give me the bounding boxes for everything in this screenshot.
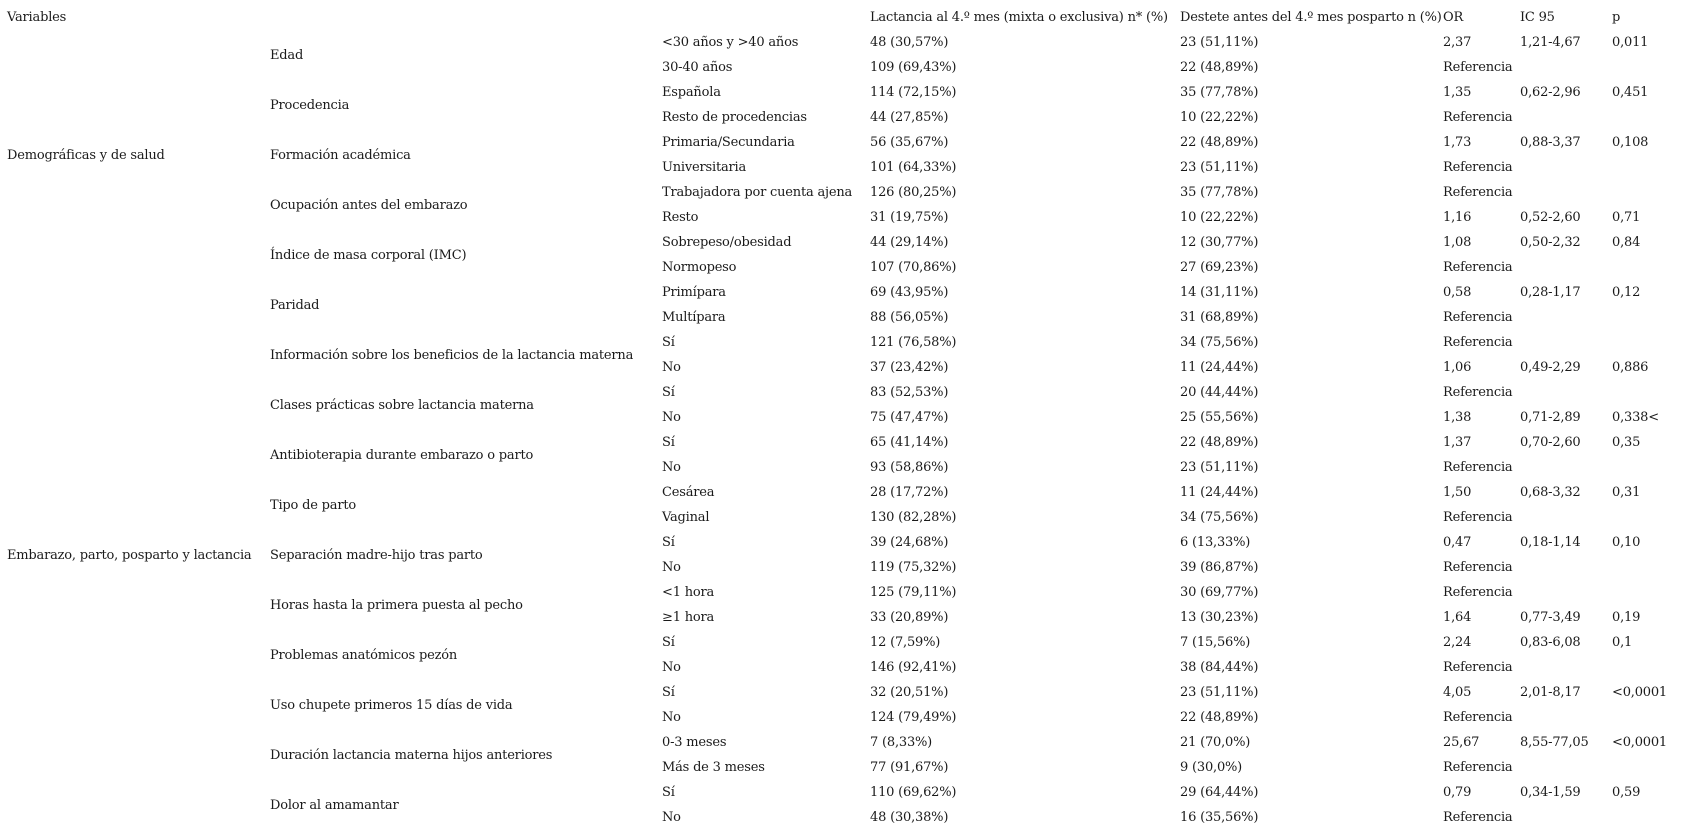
category-cell: Sí (662, 335, 675, 350)
category-cell: Vaginal (662, 510, 710, 525)
table-row (0, 30, 1686, 55)
category-cell: Sí (662, 635, 675, 650)
ic95-cell (1520, 705, 1612, 730)
destete-cell: 30 (69,77%) (1180, 585, 1259, 600)
p-cell (1612, 805, 1686, 830)
or-cell: 1,16 (1443, 210, 1472, 225)
p-cell: 0,84 (1612, 235, 1641, 250)
results-table (0, 4, 1686, 830)
or-cell: 25,67 (1443, 735, 1480, 750)
destete-cell: 22 (48,89%) (1180, 435, 1259, 450)
variable-label: Edad (270, 47, 304, 63)
category-cell: No (662, 810, 681, 825)
p-cell: 0,59 (1612, 785, 1641, 800)
destete-cell: 22 (48,89%) (1180, 135, 1259, 150)
ic95-cell: 0,68-3,32 (1520, 485, 1581, 500)
destete-cell: 23 (51,11%) (1180, 460, 1259, 475)
destete-cell: 11 (24,44%) (1180, 485, 1259, 500)
destete-cell: 10 (22,22%) (1180, 210, 1259, 225)
p-cell (1612, 330, 1686, 355)
header-lactancia: Lactancia al 4.º mes (mixta o exclusiva) n* (%) (870, 9, 1168, 25)
ic95-cell (1520, 580, 1612, 605)
or-cell: Referencia (1443, 710, 1513, 725)
p-cell: 0,338< (1612, 410, 1659, 425)
category-cell: Primípara (662, 285, 726, 300)
destete-cell: 31 (68,89%) (1180, 310, 1259, 325)
category-cell: Sí (662, 385, 675, 400)
table-row (0, 280, 1686, 305)
lactancia-cell: 75 (47,47%) (870, 410, 949, 425)
or-cell: 1,06 (1443, 360, 1472, 375)
lactancia-cell: 124 (79,49%) (870, 710, 957, 725)
destete-cell: 23 (51,11%) (1180, 685, 1259, 700)
ic95-cell: 0,83-6,08 (1520, 635, 1581, 650)
destete-cell: 14 (31,11%) (1180, 285, 1259, 300)
category-cell: Sobrepeso/obesidad (662, 235, 792, 250)
header-p: p (1612, 9, 1621, 25)
lactancia-cell: 65 (41,14%) (870, 435, 949, 450)
lactancia-cell: 121 (76,58%) (870, 335, 957, 350)
p-cell (1612, 105, 1686, 130)
p-cell: 0,31 (1612, 485, 1641, 500)
variable-label: Tipo de parto (270, 497, 356, 513)
or-cell: Referencia (1443, 110, 1513, 125)
category-cell: Española (662, 85, 721, 100)
category-cell: No (662, 660, 681, 675)
lactancia-cell: 32 (20,51%) (870, 685, 949, 700)
destete-cell: 35 (77,78%) (1180, 85, 1259, 100)
p-cell (1612, 655, 1686, 680)
ic95-cell (1520, 155, 1612, 180)
p-cell: 0,19 (1612, 610, 1641, 625)
lactancia-cell: 110 (69,62%) (870, 785, 957, 800)
destete-cell: 9 (30,0%) (1180, 760, 1243, 775)
p-cell: 0,71 (1612, 210, 1641, 225)
or-cell: Referencia (1443, 510, 1513, 525)
lactancia-cell: 83 (52,53%) (870, 385, 949, 400)
destete-cell: 16 (35,56%) (1180, 810, 1259, 825)
destete-cell: 20 (44,44%) (1180, 385, 1259, 400)
p-cell (1612, 155, 1686, 180)
category-cell: <30 años y >40 años (662, 35, 799, 50)
p-cell: 0,886 (1612, 360, 1649, 375)
category-cell: Sí (662, 685, 675, 700)
destete-cell: 22 (48,89%) (1180, 710, 1259, 725)
variable-label: Separación madre-hijo tras parto (270, 547, 483, 563)
category-cell: No (662, 410, 681, 425)
variable-label: Horas hasta la primera puesta al pecho (270, 597, 523, 613)
or-cell: Referencia (1443, 460, 1513, 475)
lactancia-cell: 7 (8,33%) (870, 735, 933, 750)
or-cell: Referencia (1443, 810, 1513, 825)
ic95-cell: 2,01-8,17 (1520, 685, 1581, 700)
ic95-cell: 0,18-1,14 (1520, 535, 1581, 550)
destete-cell: 6 (13,33%) (1180, 535, 1251, 550)
variable-label: Índice de masa corporal (IMC) (270, 247, 467, 263)
or-cell: 0,47 (1443, 535, 1472, 550)
destete-cell: 34 (75,56%) (1180, 510, 1259, 525)
variable-label: Uso chupete primeros 15 días de vida (270, 697, 513, 713)
p-cell (1612, 180, 1686, 205)
variable-label: Dolor al amamantar (270, 797, 399, 813)
ic95-cell: 0,34-1,59 (1520, 785, 1581, 800)
lactancia-cell: 37 (23,42%) (870, 360, 949, 375)
lactancia-cell: 101 (64,33%) (870, 160, 957, 175)
or-cell: 0,58 (1443, 285, 1472, 300)
category-cell: <1 hora (662, 585, 715, 600)
category-cell: ≥1 hora (662, 610, 715, 625)
lactancia-cell: 107 (70,86%) (870, 260, 957, 275)
lactancia-cell: 126 (80,25%) (870, 185, 957, 200)
ic95-cell (1520, 655, 1612, 680)
ic95-cell (1520, 55, 1612, 80)
or-cell: 1,73 (1443, 135, 1472, 150)
header-variables: Variables (7, 9, 67, 25)
ic95-cell (1520, 305, 1612, 330)
variable-label: Problemas anatómicos pezón (270, 647, 458, 663)
category-cell: Sí (662, 785, 675, 800)
group-label: Embarazo, parto, posparto y lactancia (7, 547, 252, 563)
destete-cell: 23 (51,11%) (1180, 35, 1259, 50)
or-cell: 1,50 (1443, 485, 1472, 500)
lactancia-cell: 48 (30,57%) (870, 35, 949, 50)
lactancia-cell: 125 (79,11%) (870, 585, 957, 600)
category-cell: Trabajadora por cuenta ajena (662, 185, 853, 200)
destete-cell: 21 (70,0%) (1180, 735, 1251, 750)
category-cell: Cesárea (662, 485, 715, 500)
lactancia-cell: 12 (7,59%) (870, 635, 941, 650)
or-cell: Referencia (1443, 260, 1513, 275)
lactancia-cell: 39 (24,68%) (870, 535, 949, 550)
ic95-cell (1520, 380, 1612, 405)
category-cell: Multípara (662, 310, 726, 325)
header-category (662, 4, 870, 30)
or-cell: Referencia (1443, 560, 1513, 575)
category-cell: Primaria/Secundaria (662, 135, 795, 150)
p-cell (1612, 580, 1686, 605)
or-cell: Referencia (1443, 660, 1513, 675)
destete-cell: 35 (77,78%) (1180, 185, 1259, 200)
destete-cell: 10 (22,22%) (1180, 110, 1259, 125)
category-cell: Sí (662, 435, 675, 450)
ic95-cell (1520, 755, 1612, 780)
ic95-cell: 0,77-3,49 (1520, 610, 1581, 625)
lactancia-cell: 56 (35,67%) (870, 135, 949, 150)
lactancia-cell: 28 (17,72%) (870, 485, 949, 500)
header-destete: Destete antes del 4.º mes posparto n (%) (1180, 9, 1442, 25)
ic95-cell: 0,71-2,89 (1520, 410, 1581, 425)
category-cell: 30-40 años (662, 60, 733, 75)
ic95-cell: 0,70-2,60 (1520, 435, 1581, 450)
p-cell: <0,0001 (1612, 685, 1667, 700)
ic95-cell: 1,21-4,67 (1520, 35, 1581, 50)
or-cell: 2,24 (1443, 635, 1472, 650)
p-cell: 0,108 (1612, 135, 1649, 150)
lactancia-cell: 31 (19,75%) (870, 210, 949, 225)
ic95-cell: 0,28-1,17 (1520, 285, 1581, 300)
p-cell: 0,451 (1612, 85, 1649, 100)
ic95-cell (1520, 555, 1612, 580)
or-cell: Referencia (1443, 385, 1513, 400)
ic95-cell: 0,88-3,37 (1520, 135, 1581, 150)
or-cell: 0,79 (1443, 785, 1472, 800)
lactancia-cell: 77 (91,67%) (870, 760, 949, 775)
or-cell: Referencia (1443, 185, 1513, 200)
or-cell: Referencia (1443, 335, 1513, 350)
p-cell (1612, 705, 1686, 730)
p-cell: <0,0001 (1612, 735, 1667, 750)
ic95-cell: 0,52-2,60 (1520, 210, 1581, 225)
category-cell: 0-3 meses (662, 735, 727, 750)
variable-label: Paridad (270, 297, 320, 313)
variable-label: Antibioterapia durante embarazo o parto (270, 447, 534, 463)
category-cell: No (662, 560, 681, 575)
destete-cell: 13 (30,23%) (1180, 610, 1259, 625)
category-cell: Resto de procedencias (662, 110, 807, 125)
header-ic95: IC 95 (1520, 9, 1555, 25)
p-cell: 0,12 (1612, 285, 1641, 300)
lactancia-cell: 119 (75,32%) (870, 560, 957, 575)
destete-cell: 27 (69,23%) (1180, 260, 1259, 275)
variable-label: Clases prácticas sobre lactancia materna (270, 397, 534, 413)
lactancia-cell: 130 (82,28%) (870, 510, 957, 525)
ic95-cell (1520, 330, 1612, 355)
p-cell (1612, 305, 1686, 330)
p-cell: 0,1 (1612, 635, 1633, 650)
header-row (0, 4, 1686, 30)
destete-cell: 11 (24,44%) (1180, 360, 1259, 375)
or-cell: 1,08 (1443, 235, 1472, 250)
destete-cell: 38 (84,44%) (1180, 660, 1259, 675)
p-cell (1612, 455, 1686, 480)
lactancia-cell: 44 (29,14%) (870, 235, 949, 250)
variable-label: Duración lactancia materna hijos anteriores (270, 747, 553, 763)
or-cell: Referencia (1443, 585, 1513, 600)
destete-cell: 39 (86,87%) (1180, 560, 1259, 575)
p-cell: 0,011 (1612, 35, 1649, 50)
category-cell: No (662, 360, 681, 375)
variable-label: Procedencia (270, 97, 350, 113)
ic95-cell: 8,55-77,05 (1520, 735, 1589, 750)
category-cell: Sí (662, 535, 675, 550)
ic95-cell: 0,50-2,32 (1520, 235, 1581, 250)
destete-cell: 34 (75,56%) (1180, 335, 1259, 350)
category-cell: Normopeso (662, 260, 737, 275)
or-cell: Referencia (1443, 760, 1513, 775)
p-cell (1612, 555, 1686, 580)
lactancia-cell: 69 (43,95%) (870, 285, 949, 300)
p-cell (1612, 505, 1686, 530)
lactancia-cell: 109 (69,43%) (870, 60, 957, 75)
lactancia-cell: 33 (20,89%) (870, 610, 949, 625)
ic95-cell: 0,49-2,29 (1520, 360, 1581, 375)
ic95-cell (1520, 105, 1612, 130)
or-cell: Referencia (1443, 160, 1513, 175)
or-cell: Referencia (1443, 310, 1513, 325)
or-cell: 4,05 (1443, 685, 1472, 700)
lactancia-cell: 48 (30,38%) (870, 810, 949, 825)
or-cell: 1,64 (1443, 610, 1472, 625)
variable-label: Información sobre los beneficios de la lactancia materna (270, 347, 634, 363)
or-cell: Referencia (1443, 60, 1513, 75)
lactancia-cell: 93 (58,86%) (870, 460, 949, 475)
destete-cell: 12 (30,77%) (1180, 235, 1259, 250)
or-cell: 1,38 (1443, 410, 1472, 425)
p-cell: 0,10 (1612, 535, 1641, 550)
destete-cell: 25 (55,56%) (1180, 410, 1259, 425)
variable-label: Ocupación antes del embarazo (270, 197, 468, 213)
category-cell: No (662, 710, 681, 725)
category-cell: Resto (662, 210, 699, 225)
destete-cell: 23 (51,11%) (1180, 160, 1259, 175)
lactancia-cell: 88 (56,05%) (870, 310, 949, 325)
destete-cell: 22 (48,89%) (1180, 60, 1259, 75)
ic95-cell (1520, 180, 1612, 205)
p-cell (1612, 755, 1686, 780)
ic95-cell (1520, 455, 1612, 480)
or-cell: 1,35 (1443, 85, 1472, 100)
category-cell: Más de 3 meses (662, 760, 765, 775)
ic95-cell (1520, 505, 1612, 530)
group-label: Demográficas y de salud (7, 147, 165, 163)
header-sub-variable (270, 4, 662, 30)
ic95-cell (1520, 255, 1612, 280)
lactancia-cell: 146 (92,41%) (870, 660, 957, 675)
lactancia-cell: 114 (72,15%) (870, 85, 957, 100)
p-cell (1612, 255, 1686, 280)
variable-label: Formación académica (270, 147, 411, 163)
category-cell: No (662, 460, 681, 475)
or-cell: 1,37 (1443, 435, 1472, 450)
p-cell (1612, 380, 1686, 405)
or-cell: 2,37 (1443, 35, 1472, 50)
header-or: OR (1443, 9, 1464, 25)
ic95-cell: 0,62-2,96 (1520, 85, 1581, 100)
category-cell: Universitaria (662, 160, 747, 175)
destete-cell: 7 (15,56%) (1180, 635, 1251, 650)
p-cell (1612, 55, 1686, 80)
p-cell: 0,35 (1612, 435, 1641, 450)
lactancia-cell: 44 (27,85%) (870, 110, 949, 125)
ic95-cell (1520, 805, 1612, 830)
table-body (0, 30, 1686, 830)
destete-cell: 29 (64,44%) (1180, 785, 1259, 800)
